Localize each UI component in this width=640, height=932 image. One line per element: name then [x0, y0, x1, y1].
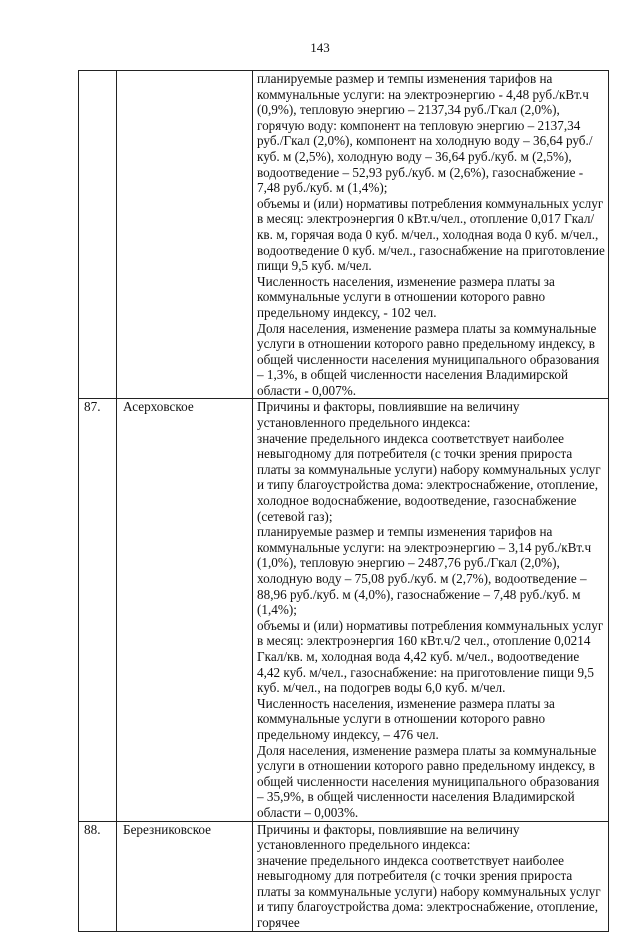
description-cell	[253, 399, 609, 821]
page-number: 143	[310, 40, 330, 55]
paragraph: Причины и факторы, повлиявшие на величину установленного предельного индекса:	[257, 399, 520, 431]
paragraph: значение предельного индекса соответствует наиболее невыгодному для потребителя (с точки зрения прироста платы за коммунальные услуги) набору коммунальных услуг и типу благоустройства дома: электроснабжение, отопление, горячее	[257, 852, 601, 931]
row-number: 87.	[79, 399, 117, 821]
municipality-name: Асерховское	[117, 399, 253, 821]
table-row	[79, 71, 609, 399]
paragraph: Причины и факторы, повлиявшие на величину установленного предельного индекса:	[257, 821, 520, 853]
paragraph: значение предельного индекса соответствует наиболее невыгодному для потребителя (с точки зрения прироста платы за коммунальные услуги) набору коммунальных услуг и типу благоустройства дома: электроснабжение, отопление, холодное водоснабжение, водоотведение, газоснабжение (сетевой газ);	[257, 430, 601, 524]
paragraph: планируемые размер и темпы изменения тарифов на коммунальные услуги: на электроэнергию – 3,14 руб./кВт.ч (1,0%), тепловую энергию – 2487,76 руб./Гкал (2,0%), холодную воду – 75,08 руб./куб. м (2,7%), водоотведение – 88,96 руб./куб. м (4,0%), газоснабжение – 7,48 руб./куб. м (1,4%);	[257, 524, 592, 618]
row-number	[79, 71, 117, 399]
paragraph: объемы и (или) нормативы потребления коммунальных услуг в месяц: электроэнергия 0 кВт.ч/чел., отопление 0,017 Гкал/кв. м, горячая вода 0 куб. м/чел., холодная вода 0 куб. м/чел., водоотведение 0 куб. м/чел., газоснабжение на приготовление пищи 9,5 куб. м/чел.	[257, 195, 605, 274]
paragraph: Доля населения, изменение размера платы за коммунальные услуги в отношении которого равно предельному индексу, в общей численности населения муниципального образования – 1,3%, в общей численности населения Владимирской области - 0,007%.	[257, 320, 600, 398]
municipalities-table	[78, 70, 609, 932]
municipality-name: Березниковское	[117, 821, 253, 931]
table-row	[79, 821, 609, 931]
paragraph: планируемые размер и темпы изменения тарифов на коммунальные услуги: на электроэнергию - 4,48 руб./кВт.ч (0,9%), тепловую энергию – 2137,34 руб./Гкал (2,0%), горячую воду: компонент на тепловую энергию – 2137,34 руб./Гкал (2,0%), компонент на холодную воду – 36,64 руб./куб. м (2,5%), холодную воду – 36,64 руб./куб. м (2,5%), водоотведение – 52,93 руб./куб. м (2,6%), газоснабжение - 7,48 руб./куб. м (1,4%);	[257, 71, 593, 196]
table-row	[79, 399, 609, 821]
description-cell	[253, 821, 609, 931]
paragraph: Численность населения, изменение размера платы за коммунальные услуги в отношении которого равно предельному индексу, – 476 чел.	[257, 695, 555, 742]
paragraph: Доля населения, изменение размера платы за коммунальные услуги в отношении которого равно предельному индексу, в общей численности населения муниципального образования – 35,9%, в общей численности населения Владимирской области – 0,003%.	[257, 742, 600, 820]
paragraph: объемы и (или) нормативы потребления коммунальных услуг в месяц: электроэнергия 160 кВт.ч/2 чел., отопление 0,0214 Гкал/кв. м, холодная вода 4,42 куб. м/чел., водоотведение 4,42 куб. м/чел., газоснабжение: на приготовление пищи 9,5 куб. м/чел., на подогрев воды 6,0 куб. м/чел.	[257, 617, 604, 696]
paragraph: Численность населения, изменение размера платы за коммунальные услуги в отношении которого равно предельному индексу, - 102 чел.	[257, 273, 555, 320]
row-number: 88.	[79, 821, 117, 931]
description-cell	[253, 71, 609, 399]
municipality-name	[117, 71, 253, 399]
